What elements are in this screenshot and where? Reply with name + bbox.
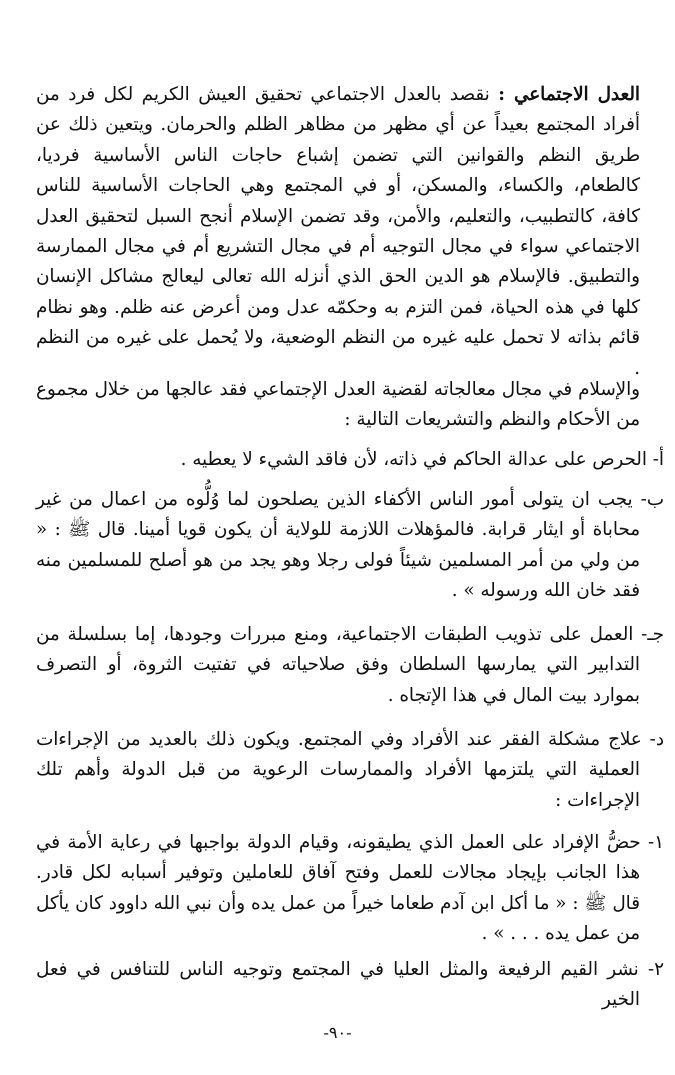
page-number: -٩٠- (323, 1023, 352, 1042)
list-item-text: ٢- نشر القيم الرفيعة والمثل العليا في المجتمع وتوجيه الناس للتنافس في فعل الخير (36, 959, 664, 1011)
list-item-a (36, 445, 664, 475)
list-item-d (36, 725, 664, 816)
paragraph-text: والإسلام في مجال معالجاته لقضية العدل الإجتماعي فقد عالجها من خلال مجموع من الأحكام والنظم والتشريعات التالية : (36, 379, 640, 431)
list-item-text: أ- الحرص على عدالة الحاكم في ذاته، لأن فاقد الشيء لا يعطيه . (180, 449, 664, 470)
list-item-2 (36, 955, 664, 1016)
list-item-text: ب- يجب ان يتولى أمور الناس الأكفاء الذين يصلحون لما وُلُّوه من اعمال من غير محاباة أو ايثار قرابة. فالمؤهلات اللازمة للولاية أن يكون قويا أمينا. قال ﷺ : « من ولي من أمر المسلمين شيئاً فولى رجلا وهو يجد من هو أصلح للمسلمين منه فقد خان الله ورسوله » . (36, 489, 664, 602)
paragraph-social-justice-definition (36, 80, 640, 384)
list-item-b (36, 485, 664, 607)
list-item-text: د- علاج مشكلة الفقر عند الأفراد وفي المجتمع. ويكون ذلك بالعديد من الإجراءات العملية التي يلتزمها الأفراد والممارسات الرعوية من قبل الدولة وأهم تلك الإجراءات : (36, 729, 664, 811)
paragraph-text: نقصد بالعدل الاجتماعي تحقيق العيش الكريم لكل فرد من أفراد المجتمع بعيداً عن أي مظهر من مظاهر الظلم والحرمان. ويتعين ذلك عن طريق النظم والقوانين التي تضمن إشباع حاجات الناس الأساسية فرديا، كالطعام، والكساء، والمسكن، أو في المجتمع وهي الحاجات الأساسية للناس كافة، كالتطبيب، والتعليم، والأمن، وقد تضمن الإسلام أنجح السبل لتحقيق العدل الاجتماعي سواء في مجال التوجيه أم في مجال التشريع أم في مجال الممارسة والتطبيق. فالإسلام هو الدين الحق الذي أنزله الله تعالى ليعالج مشاكل الإنسان كلها في هذه الحياة، فمن التزم به وحكمّه عدل ومن أعرض عنه ظلم. وهو نظام قائم بذاته لا تحمل عليه غيره من النظم الوضعية، ولا يُحمل على غيره من النظم . (36, 84, 640, 379)
term-heading: العدل الاجتماعي : (498, 84, 640, 105)
list-item-j (36, 620, 664, 711)
list-item-text: جـ- العمل على تذويب الطبقات الاجتماعية، ومنع مبررات وجودها، إما بسلسلة من التدابير التي يمارسها السلطان وفق صلاحياته في تفتيت الثروة، أو التصرف بموارد بيت المال في هذا الإتجاه . (36, 624, 664, 706)
paragraph-islam-treatment (36, 375, 640, 436)
list-item-1 (36, 828, 664, 950)
list-item-text: ١- حضُّ الإفراد على العمل الذي يطيقونه، وقيام الدولة بواجبها في رعاية الأمة في هذا الجانب بإيجاد مجالات للعمل وفتح آفاق للعاملين وتوفير أسبابه لكل قادر. قال ﷺ : « ما أكل ابن آدم طعاما خيراً من عمل يده وأن نبي الله داوود كان يأكل من عمل يده . . . » . (36, 832, 664, 945)
